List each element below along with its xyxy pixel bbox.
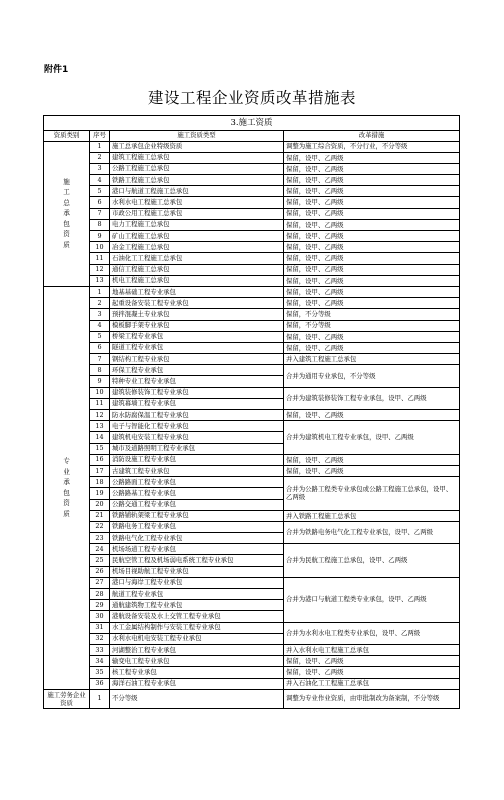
reform-measure: 并入水利水电工程施工总承包 xyxy=(284,644,460,655)
qualification-type: 公路路基工程专业承包 xyxy=(110,488,284,499)
qualification-type: 消防设施工程专业承包 xyxy=(110,454,284,465)
qualification-type: 铁路电务工程专业承包 xyxy=(110,521,284,532)
qualification-type: 特种专业工程专业承包 xyxy=(110,376,284,387)
category-cell: 专业承包资质 xyxy=(44,286,90,689)
qualification-type: 海洋石油工程专业承包 xyxy=(110,678,284,689)
qualification-type: 公路路面工程专业承包 xyxy=(110,477,284,488)
reform-measure: 保留，设甲、乙两级 xyxy=(284,465,460,476)
qualification-type: 通信工程施工总承包 xyxy=(110,264,284,275)
row-number: 2 xyxy=(90,298,110,309)
qualification-type: 起重设备安装工程专业承包 xyxy=(110,298,284,309)
qualification-type: 输变电工程专业承包 xyxy=(110,656,284,667)
page-title: 建设工程企业资质改革措施表 xyxy=(147,89,356,107)
reform-measure: 保留，设甲、乙两级 xyxy=(284,163,460,174)
table-row xyxy=(44,365,460,376)
qualification-type: 建筑幕墙工程专业承包 xyxy=(110,398,284,409)
table-row xyxy=(44,275,460,286)
row-number: 3 xyxy=(90,163,110,174)
row-number: 6 xyxy=(90,342,110,353)
qualification-type: 建筑装修装饰工程专业承包 xyxy=(110,387,284,398)
reform-measure: 合并为建筑装修装饰工程专业承包，设甲、乙两级 xyxy=(284,387,460,409)
category-cell: 施工总承包资质 xyxy=(44,141,90,286)
qualification-type: 防水防腐保温工程专业承包 xyxy=(110,410,284,421)
table-row xyxy=(44,410,460,421)
header-type: 施工资质类型 xyxy=(110,131,284,142)
table-row xyxy=(44,689,460,708)
reform-measure: 保留，设甲、乙两级 xyxy=(284,454,460,465)
section-title: 3.施工资质 xyxy=(44,116,460,131)
qualification-type: 水利水电机电安装工程专业承包 xyxy=(110,633,284,644)
reform-measure: 调整为施工综合资质，不分行业，不分等级 xyxy=(284,141,460,152)
row-number: 8 xyxy=(90,219,110,230)
reform-measure: 保留，不分等级 xyxy=(284,320,460,331)
qualification-type: 机电工程施工总承包 xyxy=(110,275,284,286)
qualification-type: 机场目视助航工程专业承包 xyxy=(110,566,284,577)
table-row xyxy=(44,286,460,297)
table-row xyxy=(44,186,460,197)
reform-table xyxy=(43,115,460,709)
qualification-type: 环保工程专业承包 xyxy=(110,365,284,376)
row-number: 26 xyxy=(90,566,110,577)
qualification-type: 水工金属结构制作与安装工程专业承包 xyxy=(110,622,284,633)
qualification-type: 水利水电工程施工总承包 xyxy=(110,197,284,208)
row-number: 29 xyxy=(90,600,110,611)
qualification-type: 港航设备安装及水上交管工程专业承包 xyxy=(110,611,284,622)
qualification-type: 桥梁工程专业承包 xyxy=(110,331,284,342)
category-cell: 施工劳务企业资质 xyxy=(44,689,90,708)
reform-measure: 保留，设甲、乙两级 xyxy=(284,275,460,286)
row-number: 7 xyxy=(90,354,110,365)
reform-measure: 保留，设甲、乙两级 xyxy=(284,231,460,242)
table-row xyxy=(44,253,460,264)
header-category: 资质类别 xyxy=(44,131,90,142)
table-row xyxy=(44,309,460,320)
row-number: 27 xyxy=(90,577,110,588)
table-row xyxy=(44,678,460,689)
table-row xyxy=(44,544,460,555)
row-number: 9 xyxy=(90,231,110,242)
table-row xyxy=(44,477,460,488)
table-row xyxy=(44,231,460,242)
reform-measure: 合并为港口与航道工程类专业承包，设甲、乙两级 xyxy=(284,577,460,622)
qualification-type: 不分等级 xyxy=(110,689,284,708)
qualification-type: 建筑工程施工总承包 xyxy=(110,152,284,163)
row-number: 9 xyxy=(90,376,110,387)
qualification-type: 矿山工程施工总承包 xyxy=(110,231,284,242)
table-row xyxy=(44,387,460,398)
table-row xyxy=(44,320,460,331)
row-number: 13 xyxy=(90,275,110,286)
qualification-type: 港口与海岸工程专业承包 xyxy=(110,577,284,588)
reform-measure: 保留，设甲、乙两级 xyxy=(284,286,460,297)
reform-measure: 保留，设甲、乙两级 xyxy=(284,175,460,186)
reform-measure: 合并为铁路电务电气化工程专业承包，设甲、乙两级 xyxy=(284,521,460,543)
qualification-type: 民航空管工程及机场弱电系统工程专业承包 xyxy=(110,555,284,566)
table-row xyxy=(44,331,460,342)
qualification-type: 城市及道路照明工程专业承包 xyxy=(110,443,284,454)
row-number: 1 xyxy=(90,689,110,708)
reform-measure: 并入石油化工工程施工总承包 xyxy=(284,678,460,689)
qualification-type: 电力工程施工总承包 xyxy=(110,219,284,230)
row-number: 23 xyxy=(90,533,110,544)
table-row xyxy=(44,219,460,230)
reform-measure: 调整为专业作业资质，由审批制改为备案制，不分等级 xyxy=(284,689,460,708)
table-row xyxy=(44,465,460,476)
qualification-type: 石油化工工程施工总承包 xyxy=(110,253,284,264)
qualification-type: 核工程专业承包 xyxy=(110,667,284,678)
row-number: 4 xyxy=(90,175,110,186)
row-number: 30 xyxy=(90,611,110,622)
row-number: 14 xyxy=(90,432,110,443)
row-number: 1 xyxy=(90,141,110,152)
row-number: 5 xyxy=(90,331,110,342)
row-number: 36 xyxy=(90,678,110,689)
reform-measure: 合并为民航工程施工总承包，设甲、乙两级 xyxy=(284,544,460,578)
reform-measure: 保留，设甲、乙两级 xyxy=(284,208,460,219)
reform-measure: 保留，设甲、乙两级 xyxy=(284,242,460,253)
table-row xyxy=(44,454,460,465)
table-row xyxy=(44,264,460,275)
row-number: 12 xyxy=(90,264,110,275)
reform-measure: 保留，设甲、乙两级 xyxy=(284,197,460,208)
row-number: 11 xyxy=(90,398,110,409)
reform-measure: 保留，设甲、乙两级 xyxy=(284,186,460,197)
row-number: 10 xyxy=(90,242,110,253)
table-row xyxy=(44,521,460,532)
table-row xyxy=(44,656,460,667)
header-no: 序号 xyxy=(90,131,110,142)
qualification-type: 电子与智能化工程专业承包 xyxy=(110,421,284,432)
reform-measure: 保留，设甲、乙两级 xyxy=(284,219,460,230)
reform-measure: 保留，设甲、乙两级 xyxy=(284,253,460,264)
qualification-type: 公路工程施工总承包 xyxy=(110,163,284,174)
row-number: 20 xyxy=(90,499,110,510)
qualification-type: 港口与航道工程施工总承包 xyxy=(110,186,284,197)
reform-measure: 保留，设甲、乙两级 xyxy=(284,667,460,678)
row-number: 18 xyxy=(90,477,110,488)
table-row xyxy=(44,242,460,253)
reform-measure: 保留，设甲、乙两级 xyxy=(284,152,460,163)
row-number: 16 xyxy=(90,454,110,465)
table-row xyxy=(44,667,460,678)
table-row xyxy=(44,298,460,309)
row-number: 22 xyxy=(90,521,110,532)
reform-measure: 保留，设甲、乙两级 xyxy=(284,298,460,309)
attachment-label: 附件1 xyxy=(44,65,69,75)
reform-measure: 保留，不分等级 xyxy=(284,309,460,320)
table-row xyxy=(44,354,460,365)
qualification-type: 铁路铺轨架梁工程专业承包 xyxy=(110,510,284,521)
table-row xyxy=(44,510,460,521)
row-number: 2 xyxy=(90,152,110,163)
row-number: 31 xyxy=(90,622,110,633)
row-number: 4 xyxy=(90,320,110,331)
row-number: 33 xyxy=(90,644,110,655)
row-number: 34 xyxy=(90,656,110,667)
table-row xyxy=(44,175,460,186)
table-row xyxy=(44,644,460,655)
qualification-type: 铁路电气化工程专业承包 xyxy=(110,533,284,544)
reform-measure: 并入建筑工程施工总承包 xyxy=(284,354,460,365)
table-row xyxy=(44,622,460,633)
reform-measure: 保留，设甲、乙两级 xyxy=(284,264,460,275)
table-row xyxy=(44,208,460,219)
table-row xyxy=(44,163,460,174)
reform-measure: 保留，设甲、乙两级 xyxy=(284,331,460,342)
row-number: 12 xyxy=(90,410,110,421)
qualification-type: 公路交通工程专业承包 xyxy=(110,499,284,510)
reform-measure: 合并为水利水电工程类专业承包，设甲、乙两级 xyxy=(284,622,460,644)
table-row xyxy=(44,152,460,163)
qualification-type: 钢结构工程专业承包 xyxy=(110,354,284,365)
row-number: 11 xyxy=(90,253,110,264)
reform-measure: 保留，设甲、乙两级 xyxy=(284,410,460,421)
qualification-type: 建筑机电安装工程专业承包 xyxy=(110,432,284,443)
table-row xyxy=(44,421,460,432)
row-number: 15 xyxy=(90,443,110,454)
reform-measure: 合并为通用专业承包，不分等级 xyxy=(284,365,460,387)
row-number: 24 xyxy=(90,544,110,555)
row-number: 13 xyxy=(90,421,110,432)
header-reform: 改革措施 xyxy=(284,131,460,142)
row-number: 6 xyxy=(90,197,110,208)
table-row xyxy=(44,342,460,353)
table-row xyxy=(44,577,460,588)
reform-measure: 保留，设甲、乙两级 xyxy=(284,342,460,353)
reform-measure: 合并为建筑机电工程专业承包，设甲、乙两级 xyxy=(284,421,460,455)
qualification-type: 市政公用工程施工总承包 xyxy=(110,208,284,219)
row-number: 21 xyxy=(90,510,110,521)
qualification-type: 预拌混凝土专业承包 xyxy=(110,309,284,320)
row-number: 8 xyxy=(90,365,110,376)
reform-measure: 保留，设甲、乙两级 xyxy=(284,656,460,667)
qualification-type: 地基基础工程专业承包 xyxy=(110,286,284,297)
row-number: 3 xyxy=(90,309,110,320)
qualification-type: 航道工程专业承包 xyxy=(110,589,284,600)
row-number: 28 xyxy=(90,589,110,600)
row-number: 17 xyxy=(90,465,110,476)
qualification-type: 河湖整治工程专业承包 xyxy=(110,644,284,655)
row-number: 7 xyxy=(90,208,110,219)
row-number: 25 xyxy=(90,555,110,566)
row-number: 19 xyxy=(90,488,110,499)
qualification-type: 冶金工程施工总承包 xyxy=(110,242,284,253)
row-number: 5 xyxy=(90,186,110,197)
reform-measure: 并入铁路工程施工总承包 xyxy=(284,510,460,521)
qualification-type: 通航建筑物工程专业承包 xyxy=(110,600,284,611)
reform-measure: 合并为公路工程类专业承包或公路工程施工总承包，设甲、乙两级 xyxy=(284,477,460,511)
row-number: 35 xyxy=(90,667,110,678)
qualification-type: 隧道工程专业承包 xyxy=(110,342,284,353)
row-number: 32 xyxy=(90,633,110,644)
table-body xyxy=(44,141,460,708)
qualification-type: 机场场道工程专业承包 xyxy=(110,544,284,555)
qualification-type: 模板脚手架专业承包 xyxy=(110,320,284,331)
row-number: 10 xyxy=(90,387,110,398)
qualification-type: 古建筑工程专业承包 xyxy=(110,465,284,476)
qualification-type: 铁路工程施工总承包 xyxy=(110,175,284,186)
qualification-type: 施工总承包企业特级资质 xyxy=(110,141,284,152)
table-row xyxy=(44,141,460,152)
table-row xyxy=(44,197,460,208)
row-number: 1 xyxy=(90,286,110,297)
